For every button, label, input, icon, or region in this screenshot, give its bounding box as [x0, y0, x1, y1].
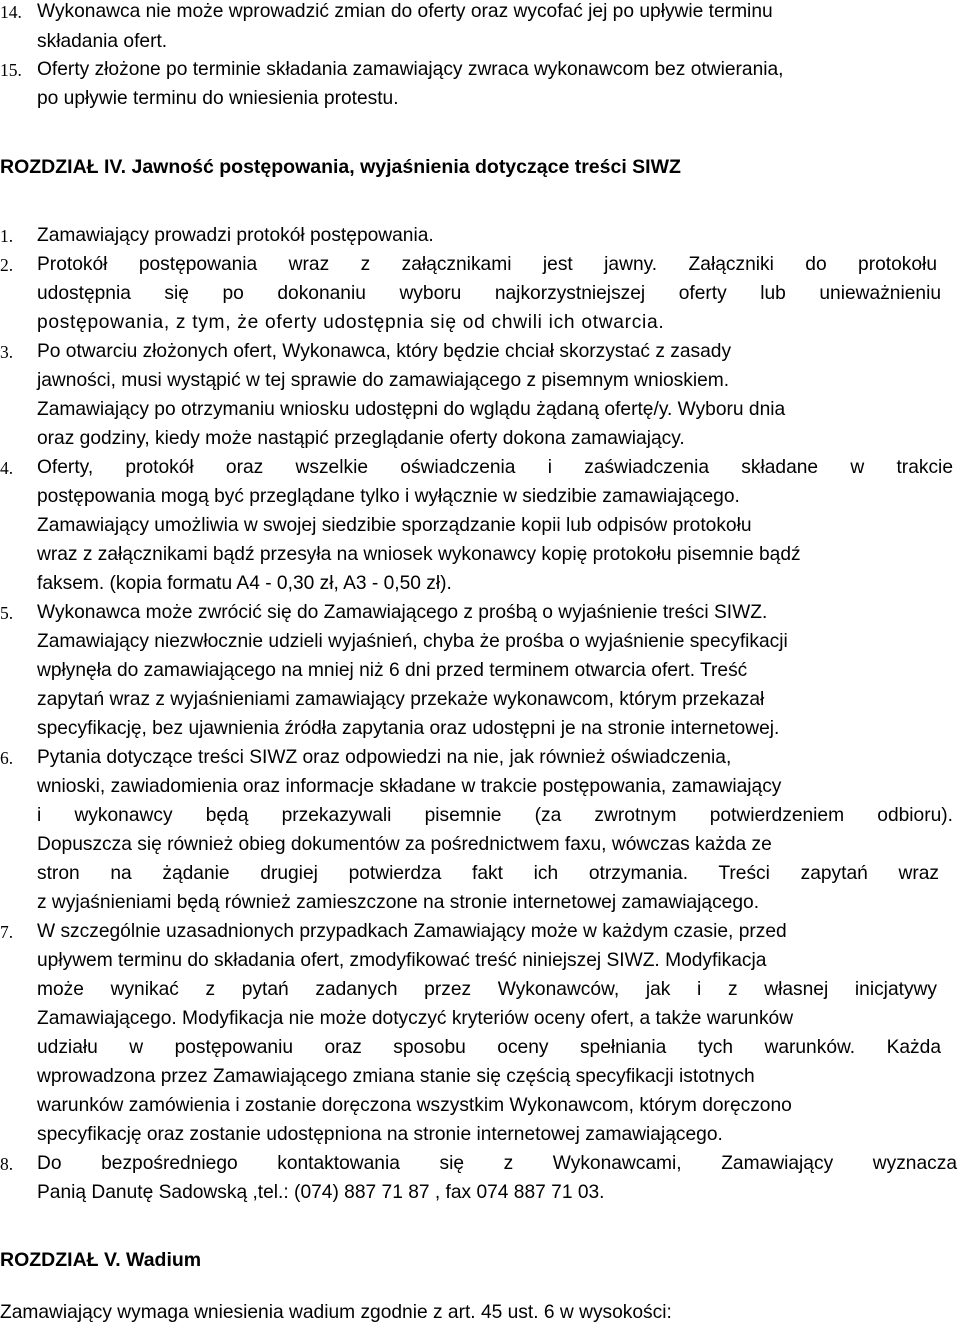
- item-number: 1.: [0, 226, 14, 246]
- item-line: Oferty złożone po terminie składania zamawiający zwraca wykonawcom bez otwierania,: [37, 59, 784, 80]
- item-line: Oferty, protokół oraz wszelkie oświadczenia i zaświadczenia składane w trakcie: [37, 457, 953, 478]
- item-number: 4.: [0, 458, 14, 478]
- item-number: 5.: [0, 603, 14, 623]
- item-line: wraz z załącznikami bądź przesyła na wniosek wykonawcy kopię protokołu pisemnie bądź: [37, 544, 801, 565]
- item-number: 8.: [0, 1154, 14, 1174]
- item-line: Panią Danutę Sadowską ,tel.: (074) 887 71 87 , fax 074 887 71 03.: [37, 1182, 605, 1203]
- item-line: może wynikać z pytań zadanych przez Wykonawców, jak i z własnej inicjatywy: [37, 979, 937, 1000]
- item-line: zapytań wraz z wyjaśnieniami zamawiający przekaże wykonawcom, którym przekazał: [37, 689, 765, 710]
- item-line: postępowania mogą być przeglądane tylko i wyłącznie w siedzibie zamawiającego.: [37, 486, 740, 507]
- item-line: udziału w postępowaniu oraz sposobu oceny spełniania tych warunków. Każda: [37, 1037, 941, 1058]
- section-heading: ROZDZIAŁ V. Wadium: [0, 1249, 202, 1271]
- item-line: postępowania, z tym, że oferty udostępnia się od chwili ich otwarcia.: [37, 312, 665, 333]
- item-line: Zamawiającego. Modyfikacja nie może dotyczyć kryteriów oceny ofert, a także warunków: [37, 1008, 794, 1029]
- item-line: stron na żądanie drugiej potwierdza fakt ich otrzymania. Treści zapytań wraz: [37, 863, 939, 884]
- item-line: specyfikację oraz zostanie udostępniona na stronie internetowej zamawiającego.: [37, 1124, 723, 1145]
- item-line: z wyjaśnieniami będą również zamieszczone na stronie internetowej zamawiającego.: [37, 892, 760, 913]
- item-line: W szczególnie uzasadnionych przypadkach Zamawiający może w każdym czasie, przed: [37, 921, 787, 942]
- item-line: Do bezpośredniego kontaktowania się z Wykonawcami, Zamawiający wyznacza: [37, 1153, 957, 1174]
- item-line: Po otwarciu złożonych ofert, Wykonawca, który będzie chciał skorzystać z zasady: [37, 341, 732, 362]
- paragraph-line: Zamawiający wymaga wniesienia wadium zgodnie z art. 45 ust. 6 w wysokości:: [0, 1302, 672, 1323]
- item-line: po upływie terminu do wniesienia protestu.: [37, 88, 399, 109]
- item-number: 3.: [0, 342, 14, 362]
- item-line: składania ofert.: [37, 31, 168, 52]
- section-heading-title: Jawność postępowania, wyjaśnienia dotyczące treści SIWZ: [131, 156, 681, 178]
- item-line: Dopuszcza się również obieg dokumentów za pośrednictwem faxu, wówczas każda ze: [37, 834, 772, 855]
- item-line: udostępnia się po dokonaniu wyboru najkorzystniejszej oferty lub unieważnieniu: [37, 283, 941, 304]
- item-number: 6.: [0, 748, 14, 768]
- item-line: wnioski, zawiadomienia oraz informacje składane w trakcie postępowania, zamawiający: [37, 776, 782, 797]
- item-line: Zamawiający umożliwia w swojej siedzibie sporządzanie kopii lub odpisów protokołu: [37, 515, 752, 536]
- item-line: Protokół postępowania wraz z załącznikami jest jawny. Załączniki do protokołu: [37, 254, 937, 275]
- item-line: Zamawiający prowadzi protokół postępowania.: [37, 225, 434, 246]
- item-line: Wykonawca może zwrócić się do Zamawiającego z prośbą o wyjaśnienie treści SIWZ.: [37, 602, 768, 623]
- item-line: Zamawiający niezwłocznie udzieli wyjaśnień, chyba że prośba o wyjaśnienie specyfikacji: [37, 631, 788, 652]
- item-line: warunków zamówienia i zostanie doręczona wszystkim Wykonawcom, którym doręczono: [37, 1095, 792, 1116]
- item-line: Zamawiający po otrzymaniu wniosku udostępni do wglądu żądaną ofertę/y. Wyboru dnia: [37, 399, 786, 420]
- item-line: faksem. (kopia formatu A4 - 0,30 zł, A3 - 0,50 zł).: [37, 573, 452, 594]
- item-line: Wykonawca nie może wprowadzić zmian do oferty oraz wycofać jej po upływie terminu: [37, 1, 773, 22]
- item-line: jawności, musi wystąpić w tej sprawie do zamawiającego z pisemnym wnioskiem.: [37, 370, 730, 391]
- item-line: i wykonawcy będą przekazywali pisemnie (za zwrotnym potwierdzeniem odbioru).: [37, 805, 953, 826]
- section-heading: [0, 155, 681, 179]
- item-number: 2.: [0, 255, 14, 275]
- item-number: 15.: [0, 60, 22, 80]
- section-heading-prefix: ROZDZIAŁ IV.: [0, 156, 127, 178]
- item-number: 7.: [0, 922, 14, 942]
- item-line: Pytania dotyczące treści SIWZ oraz odpowiedzi na nie, jak również oświadczenia,: [37, 747, 732, 768]
- item-line: oraz godziny, kiedy może nastąpić przeglądanie oferty dokona zamawiający.: [37, 428, 685, 449]
- item-line: wpłynęła do zamawiającego na mniej niż 6 dni przed terminem otwarcia ofert. Treść: [37, 660, 748, 681]
- item-line: wprowadzona przez Zamawiającego zmiana stanie się częścią specyfikacji istotnych: [37, 1066, 755, 1087]
- item-number: 14.: [0, 2, 22, 22]
- item-line: specyfikację, bez ujawnienia źródła zapytania oraz udostępni je na stronie internetowej.: [37, 718, 780, 739]
- item-line: upływem terminu do składania ofert, zmodyfikować treść niniejszej SIWZ. Modyfikacja: [37, 950, 767, 971]
